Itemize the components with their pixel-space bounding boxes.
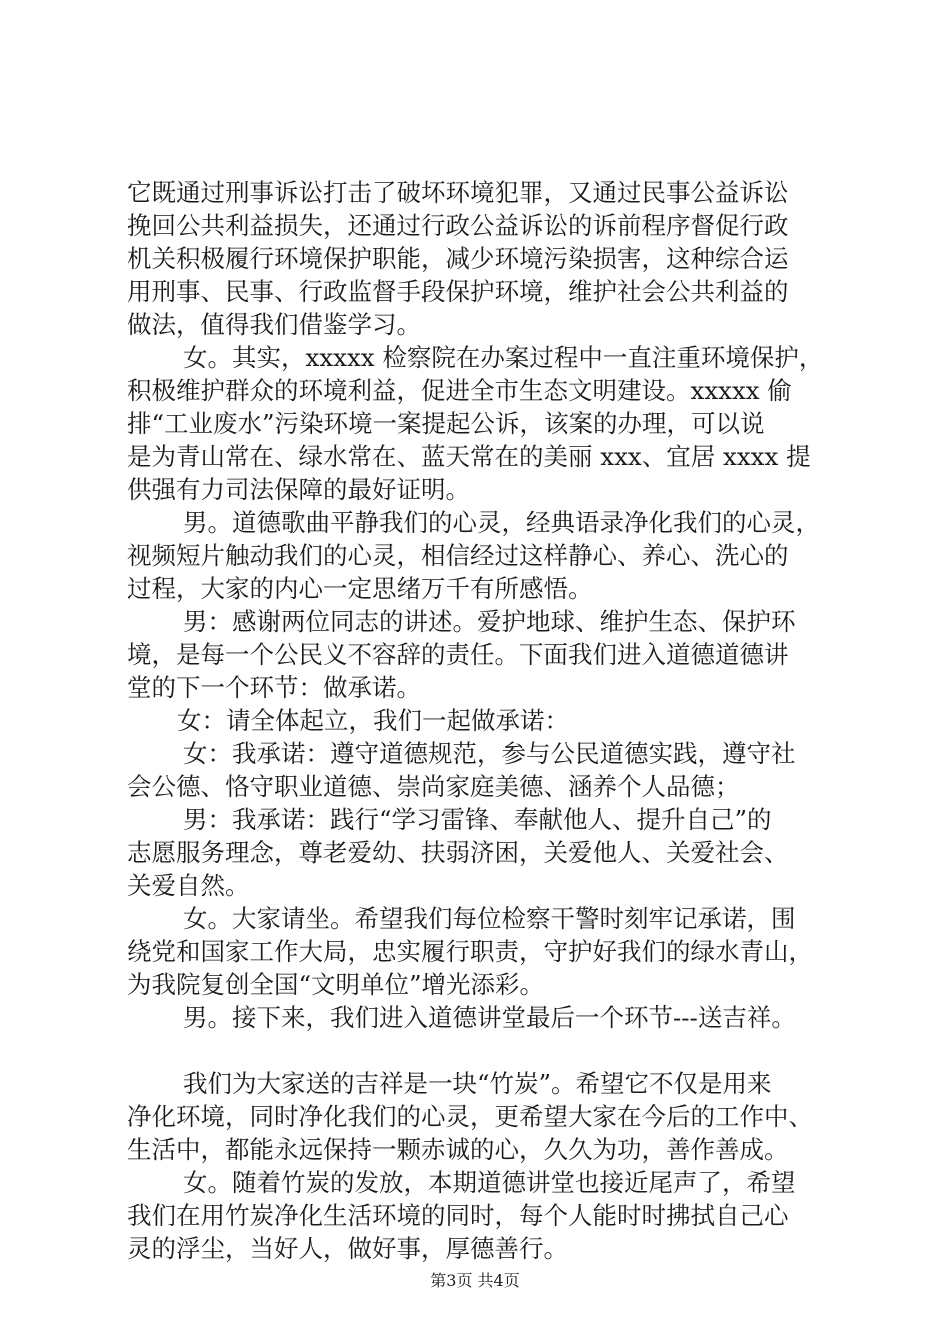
text-line: 视频短片触动我们的心灵，相信经过这样静心、养心、洗心的: [127, 541, 789, 570]
text-line: 为我院复创全国“文明单位”增光添彩。: [127, 970, 545, 999]
text-line: 机关积极履行环境保护职能，减少环境污染损害，这种综合运: [127, 244, 789, 273]
text-line: 用刑事、民事、行政监督手段保护环境，维护社会公共利益的: [127, 277, 789, 306]
text-line: 排“工业废水”污染环境一案提起公诉，该案的办理，可以说: [127, 409, 765, 438]
text-line: 男。道德歌曲平静我们的心灵，经典语录净化我们的心灵，: [183, 508, 820, 537]
text-line: 女：请全体起立，我们一起做承诺：: [177, 706, 569, 735]
text-line: 关爱自然。: [127, 871, 250, 900]
text-line: 女。随着竹炭的发放，本期道德讲堂也接近尾声了，希望: [183, 1168, 796, 1197]
text-line: 挽回公共利益损失，还通过行政公益诉讼的诉前程序督促行政: [127, 211, 789, 240]
text-line: 女。大家请坐。希望我们每位检察干警时刻牢记承诺，围: [183, 904, 796, 933]
text-line: 男。接下来，我们进入道德讲堂最后一个环节---送吉祥。: [183, 1003, 796, 1032]
text-line: 过程，大家的内心一定思绪万千有所感悟。: [127, 574, 593, 603]
text-line: 男：感谢两位同志的讲述。爱护地球、维护生态、保护环: [183, 607, 796, 636]
text-line: 女。其实，xxxxx 检察院在办案过程中一直注重环境保护，: [183, 343, 824, 372]
text-line: 我们为大家送的吉祥是一块“竹炭”。希望它不仅是用来: [183, 1069, 772, 1098]
text-line: 生活中，都能永远保持一颗赤诚的心，久久为功，善作善成。: [127, 1135, 789, 1164]
text-line: 做法，值得我们借鉴学习。: [127, 310, 421, 339]
text-line: 绕党和国家工作大局，忠实履行职责，守护好我们的绿水青山，: [127, 937, 813, 966]
text-line: 灵的浮尘，当好人，做好事，厚德善行。: [127, 1234, 568, 1263]
text-line: 它既通过刑事诉讼打击了破坏环境犯罪，又通过民事公益诉讼: [127, 178, 789, 207]
page-number-footer: 第3页 共4页: [430, 1271, 520, 1290]
text-line: 男：我承诺：践行“学习雷锋、奉献他人、提升自己”的: [183, 805, 772, 834]
text-line: 志愿服务理念，尊老爱幼、扶弱济困，关爱他人、关爱社会、: [127, 838, 789, 867]
text-line: 我们在用竹炭净化生活环境的同时，每个人能时时拂拭自己心: [127, 1201, 789, 1230]
document-body: [127, 176, 833, 1265]
text-line: 堂的下一个环节：做承诺。: [127, 673, 421, 702]
text-line: 净化环境，同时净化我们的心灵，更希望大家在今后的工作中、: [127, 1102, 813, 1131]
text-line: 女：我承诺：遵守道德规范，参与公民道德实践，遵守社: [183, 739, 796, 768]
text-line: 会公德、恪守职业道德、崇尚家庭美德、涵养个人品德；: [127, 772, 740, 801]
text-line: 境，是每一个公民义不容辞的责任。下面我们进入道德道德讲: [127, 640, 789, 669]
text-line: 积极维护群众的环境利益，促进全市生态文明建设。xxxxx 偷: [127, 376, 792, 405]
text-line: 是为青山常在、绿水常在、蓝天常在的美丽 xxx、宜居 xxxx 提: [127, 442, 811, 471]
text-line: 供强有力司法保障的最好证明。: [127, 475, 470, 504]
blank-line: [127, 1034, 833, 1067]
